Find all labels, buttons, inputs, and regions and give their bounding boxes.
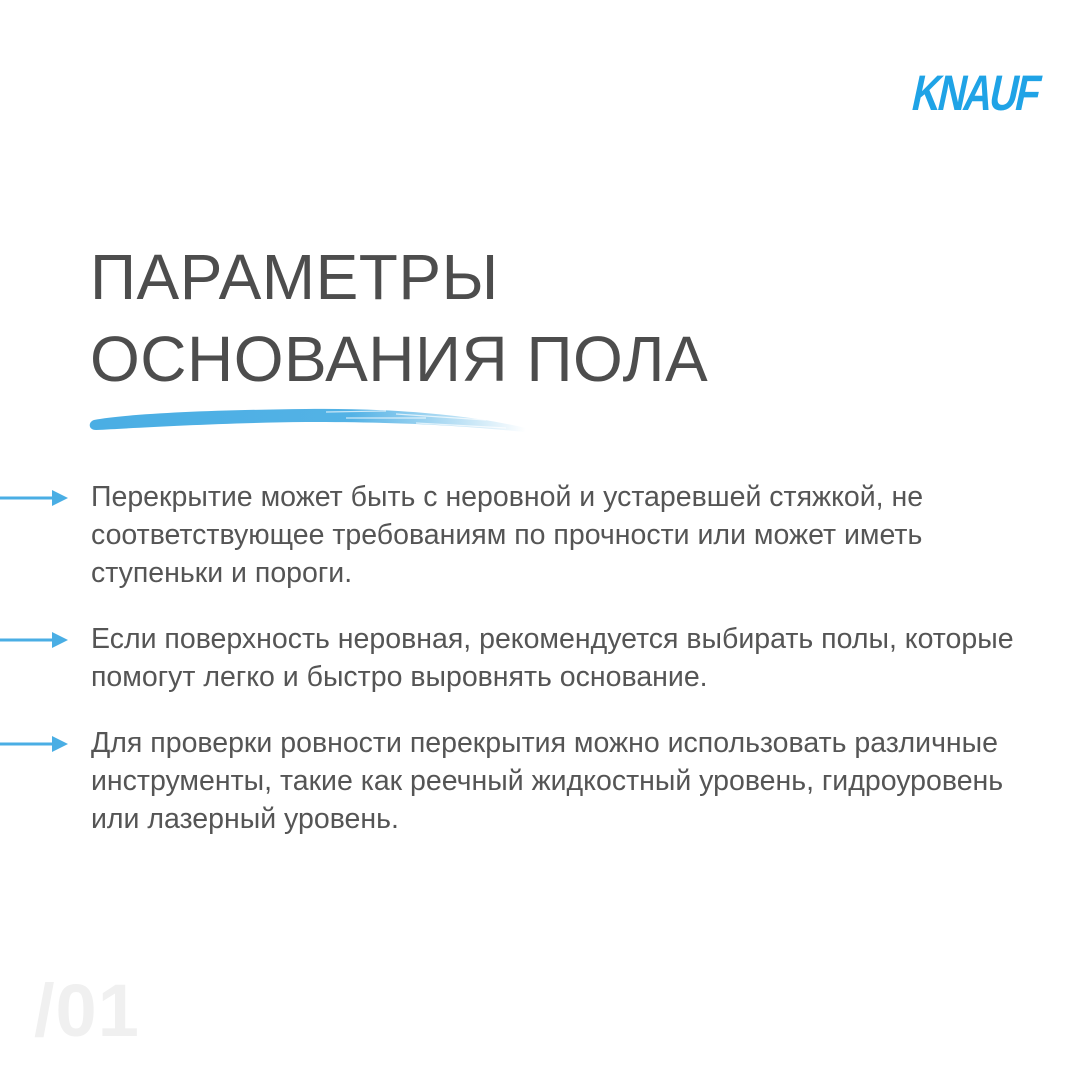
arrow-right-icon xyxy=(0,488,72,508)
page-number: /01 xyxy=(34,969,140,1052)
bullet-text: Для проверки ровности перекрытия можно использовать различные инструменты, такие как реечный жидкостный уровень, гидроуровень или лазерный уровень. xyxy=(91,727,1004,835)
bullet-list xyxy=(0,478,1080,866)
svg-text:KNAUF: KNAUF xyxy=(907,64,1045,121)
arrow-right-icon xyxy=(0,630,72,650)
title-line-2: ОСНОВАНИЯ ПОЛА xyxy=(90,323,709,395)
arrow-right-icon xyxy=(0,734,72,754)
list-item xyxy=(0,620,1080,696)
title-line-1: ПАРАМЕТРЫ xyxy=(90,241,499,313)
bullet-text: Перекрытие может быть с неровной и устаревшей стяжкой, не соответствующее требованиям по прочности или может иметь ступеньки и пороги. xyxy=(91,481,924,589)
bullet-text: Если поверхность неровная, рекомендуется выбирать полы, которые помогут легко и быстро выровнять основание. xyxy=(91,623,1014,693)
list-item xyxy=(0,724,1080,838)
brush-stroke-decoration xyxy=(86,398,532,438)
knauf-logo xyxy=(907,48,1045,128)
list-item xyxy=(0,478,1080,592)
page-title xyxy=(90,236,990,400)
